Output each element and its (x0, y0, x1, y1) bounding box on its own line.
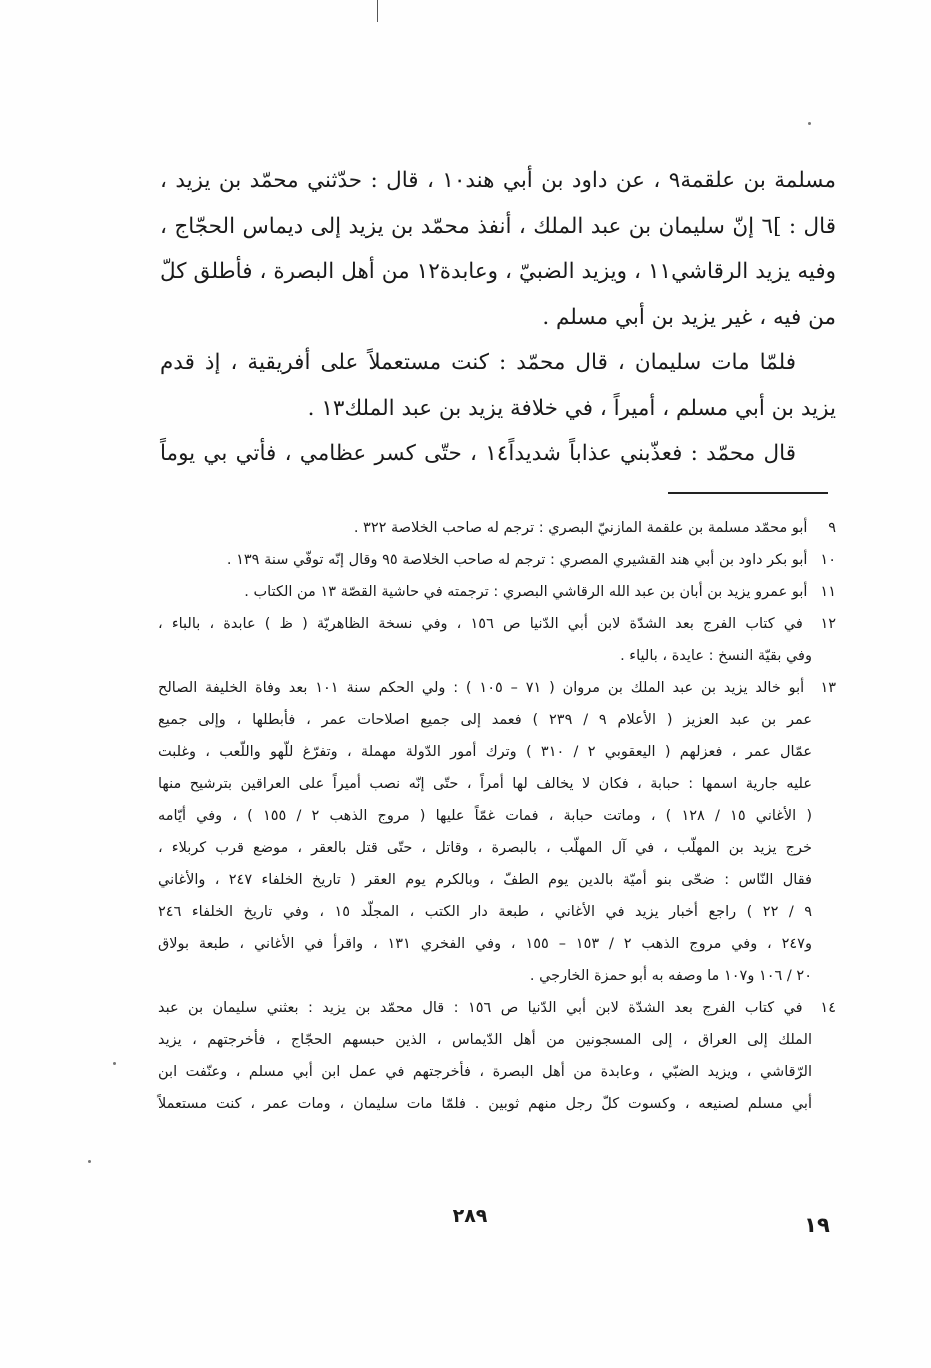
footnote-line: الملك إلى العراق ، إلى المسجونين من أهل الدّيماس ، الذين حبسهم الحجّاج ، فأخرجتهم ، يزيد (158, 1032, 812, 1048)
footnote-line: عليه جارية اسمها : حبابة ، فكان لا يخالف لها أمراً ، حتّى إنّه نصب أميراً على العراقين بترشيح منها (158, 776, 812, 792)
main-text-block (160, 158, 836, 477)
footnote-line: ٩ / ٢٢ ) راجع أخبار يزيد في الأغاني ، طبعة دار الكتب ، المجلّد ١٥ ، وفي تاريخ الخلفاء ٢٤٦ (158, 904, 812, 920)
footnote-text: أبو عمرو يزيد بن أبان بن عبد الله الرقاشي البصري : ترجمته في حاشية القصّة ١٣ من الكتاب . (244, 584, 808, 600)
footnote-text: أبو محمّد مسلمة بن علقمة المازنيّ البصري : ترجم له صاحب الخلاصة ٣٢٢ . (353, 520, 808, 536)
footnote-number: ١٠ (820, 552, 836, 568)
main-text-line: من فيه ، غير يزيد بن أبي مسلم . (542, 304, 836, 330)
footnote-separator (668, 492, 828, 494)
footnote-line: خرج يزيد بن المهلّب ، في آل المهلّب ، بالبصرة ، وقاتل ، حتّى قتل بالعقر ، موضع قرب كربلاء ، (158, 840, 812, 856)
footnote-number: ٩ (828, 520, 836, 536)
main-text-line: قال محمّد : فعذّبني عذاباً شديداً١٤ ، حتّى كسر عظامي ، فأتي بي يوماً (160, 441, 796, 466)
footnotes-block (158, 512, 836, 1120)
footnote-line (158, 512, 836, 544)
footnote-number: ١٣ (820, 680, 837, 696)
footnote-line: ( الأغاني ١٥ / ١٢٨ ) ، وماتت حبابة ، فمات غمّاً عليها ( مروج الذهب ٢ / ١٥٥ ) ، وفي أيّامه (158, 808, 812, 824)
footnote-line: و٢٤٧ ، وفي مروج الذهب ٢ / ١٥٣ – ١٥٥ ، وفي الفخري ١٣١ ، واقرأ في الأغاني ، طبعة بولاق (158, 936, 812, 952)
main-text-line: مسلمة بن علقمة٩ ، عن داود بن أبي هند١٠ ، قال : حدّثني محمّد بن يزيد ، (160, 168, 837, 193)
signature-number: ١٩ (804, 1213, 830, 1237)
footnote-number: ١٢ (820, 616, 837, 632)
page-number: ٢٨٩ (452, 1205, 488, 1227)
footnote-line: أبي مسلم لصنيعه ، وكسوت كلّ رجل منهم ثوبين . فلمّا مات سليمان ، ومات عمر ، كنت مستعملاً (158, 1096, 812, 1112)
footnote-number: ١٤ (820, 1000, 836, 1016)
footnote-text: في كتاب الفرج بعد الشدّة لابن أبي الدّنيا ص ١٥٦ : قال محمّد بن يزيد : بعثني سليمان بن عبد (158, 1000, 803, 1016)
footnote-text: أبو بكر داود بن أبي هند القشيري المصري : ترجم له صاحب الخلاصة ٩٥ وقال إنّه توفّي سنة ١٣٩ . (226, 552, 808, 568)
footnote (158, 576, 836, 608)
footnote-line: فقال النّاس : ضحّى بنو أميّة بالدين يوم الطفّ ، وبالكرم يوم العقر ( تاريخ الخلفاء ٢٤٧ ، والأغاني (158, 872, 812, 888)
footnote-number: ١١ (820, 584, 836, 600)
footnote (158, 672, 836, 992)
footnote-line (158, 576, 836, 608)
main-text-line: يزيد بن أبي مسلم ، أميراً ، في خلافة يزيد بن عبد الملك١٣ . (307, 395, 836, 421)
footnote-line (158, 544, 836, 576)
footnote-text: في كتاب الفرج بعد الشدّة لابن أبي الدّنيا ص ١٥٦ ، وفي نسخة الظاهريّة ( ظ ) عابدة ، بالباء ، (158, 616, 803, 632)
scan-speck (88, 1160, 91, 1163)
footnote (158, 992, 836, 1120)
main-text-line: قال : ]٦ إنّ سليمان بن عبد الملك ، أنفذ محمّد بن يزيد إلى ديماس الحجّاج ، (160, 213, 836, 239)
footnote-line (158, 672, 836, 704)
main-text-line: فلمّا مات سليمان ، قال محمّد : كنت مستعملاً على أفريقية ، إذ قدم (160, 350, 796, 375)
footnote-line: الرّقاشي ، ويزيد الضبّي ، وعابدة من أهل البصرة ، فأخرجتهم في عمل ابن أبي مسلم ، وعنّفت ابن (158, 1064, 812, 1080)
footnote-line (158, 608, 836, 640)
footnote-text: أبو خالد يزيد بن عبد الملك بن مروان ( ٧١ – ١٠٥ ) : ولي الحكم سنة ١٠١ بعد وفاة الخليفة الصالح (158, 680, 805, 696)
scan-fold-line (377, 0, 378, 22)
scan-speck (113, 1062, 116, 1065)
footnote (158, 512, 836, 544)
footnote-line: ٢٠ / ١٠٦ و١٠٧ ما وصفه به أبو حمزة الخارجي . (529, 968, 812, 984)
scan-speck (808, 122, 811, 125)
footnote-line: عمر بن عبد العزيز ( الأعلام ٩ / ٢٣٩ ) فعمد إلى جميع اصلاحات عمر ، فأبطلها ، وإلى جميع (158, 712, 812, 728)
footnote (158, 608, 836, 672)
main-text-line: وفيه يزيد الرقاشي١١ ، ويزيد الضبيّ ، وعابدة١٢ من أهل البصرة ، فأطلق كلّ (160, 259, 836, 284)
footnote-line: وفي بقيّة النسخ : عايدة ، بالياء . (620, 648, 812, 664)
footnote (158, 544, 836, 576)
footnote-line (158, 992, 836, 1024)
footnote-line: عمّال عمر ، فعزلهم ( اليعقوبي ٢ / ٣١٠ ) وترك أمور الدّولة مهملة ، وتفرّغ للّهو واللّعب ، وغلبت (158, 744, 812, 760)
